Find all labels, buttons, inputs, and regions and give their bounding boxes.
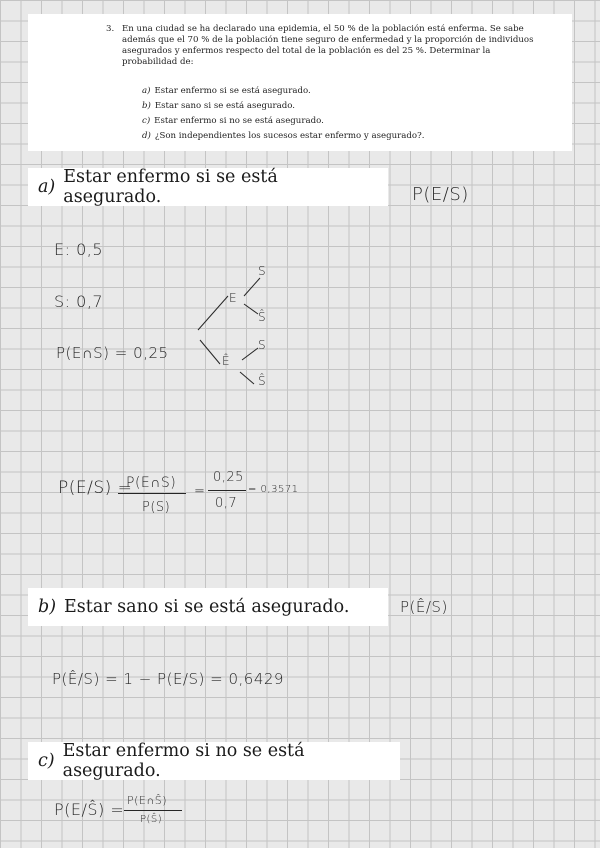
- hw-e-value: E: 0,5: [54, 240, 104, 259]
- calc-a-numerator: P(E∩S): [126, 475, 177, 491]
- problem-item-b: b) Estar sano si se está asegurado.: [142, 101, 295, 111]
- calc-a-lhs: P(E/S) =: [58, 478, 133, 498]
- calc-a-equals: =: [194, 484, 206, 499]
- probability-tree-lines: [190, 260, 290, 400]
- tree-node-s2: S: [258, 338, 267, 352]
- hw-s-value: S: 0,7: [54, 292, 104, 311]
- section-a-heading: a) Estar enfermo si se está asegurado.: [28, 168, 388, 206]
- problem-items: [142, 84, 424, 144]
- calc-c-fraction-bar: [124, 810, 182, 811]
- calc-b: P(Ê/S) = 1 − P(E/S) = 0,6429: [52, 670, 284, 688]
- margin-note-b: P(Ê/S): [400, 598, 448, 616]
- problem-card: [28, 14, 572, 151]
- problem-item-d: d) ¿Son independientes los sucesos estar enfermo y asegurado?.: [142, 131, 425, 141]
- calc-a-fraction-bar: [118, 493, 186, 494]
- calc-c-lhs: P(E/Ŝ) =: [54, 800, 125, 819]
- calc-a-fraction-bar-2: [208, 490, 246, 491]
- section-b-heading: b) Estar sano si se está asegurado.: [28, 588, 388, 626]
- calc-a-denominator-2: 0,7: [215, 496, 238, 511]
- hw-intersection: P(E∩S) = 0,25: [56, 344, 169, 362]
- calc-a-result: = 0,3571: [248, 484, 299, 495]
- tree-node-e-comp: Ê: [222, 354, 231, 368]
- problem-statement: [106, 24, 542, 68]
- problem-number: 3.: [106, 24, 115, 34]
- calc-a-denominator: P(S): [142, 500, 171, 515]
- problem-item-c: c) Estar enfermo si no se está asegurado.: [142, 116, 324, 126]
- tree-node-s1: S: [258, 264, 267, 278]
- calc-c-numerator: P(E∩Ŝ): [127, 794, 168, 807]
- tree-node-s-comp1: Ŝ: [258, 310, 267, 324]
- calc-a-numerator-2: 0,25: [213, 470, 244, 485]
- problem-text: En una ciudad se ha declarado una epidemia, el 50 % de la población está enferma. Se sabe además que el 70 % de la población tiene seguro de enfermedad y la proporción de individuos asegurados y enfermos respecto del total de la población es del 25 %. Determinar la probabilidad de:: [122, 24, 534, 67]
- problem-item-a: a) Estar enfermo si se está asegurado.: [142, 86, 311, 96]
- calc-c-denominator: P(Ŝ): [140, 814, 163, 825]
- section-c-heading: c) Estar enfermo si no se está asegurado.: [28, 742, 400, 780]
- tree-node-e: E: [229, 291, 238, 305]
- tree-node-s-comp2: Ŝ: [258, 374, 267, 388]
- margin-note-a: P(E/S): [412, 184, 469, 205]
